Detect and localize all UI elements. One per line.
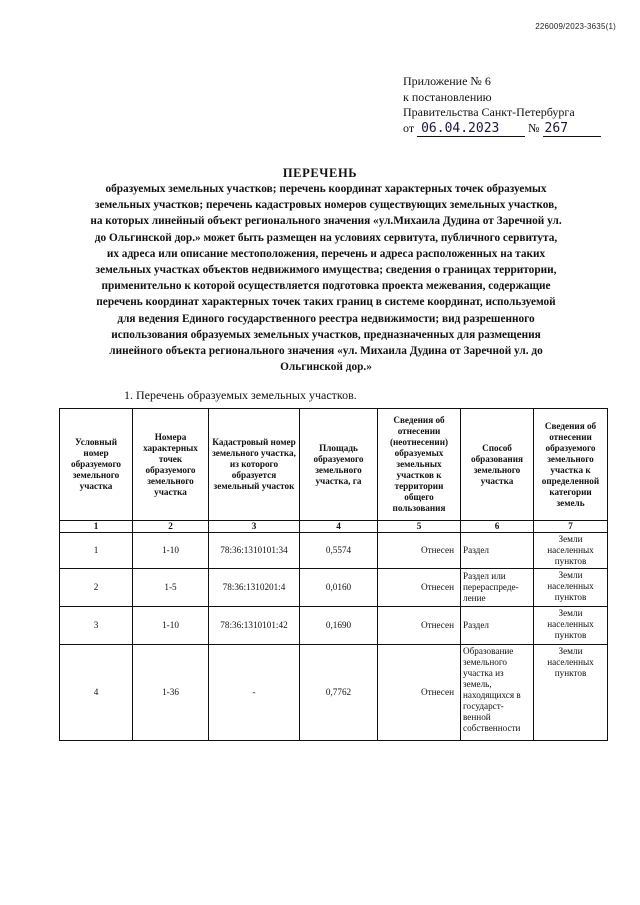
plot-area: 0,5574 bbox=[300, 533, 378, 569]
appendix-date-line bbox=[403, 121, 601, 138]
plot-points: 1-5 bbox=[133, 569, 209, 607]
column-number: 7 bbox=[534, 521, 608, 533]
document-subtitle: образуемых земельных участков; перечень координат характерных точек образуемых земельных участков; перечень кадастровых номеров существующих земельных участков, на которых линейный объект регионального значения «ул.Михаила Дудина от Заречной ул. до Ольгинской дор.» может быть размещен на условиях сервитута, публичного сервитута, их адреса или описание местоположения, перечень и адреса расположенных на таких земельных участках объектов недвижимого имущества; сведения о границах территории, применительно к которой осуществляется подготовка проекта межевания, содержащие перечень координат характерных точек таких границ в системе координат, используемой для ведения Единого государственного реестра недвижимости; вид разрешенного использования образуемых земельных участков, предназначенных для размещения линейного объекта регионального значения «ул. Михаила Дудина от Заречной ул. до Ольгинской дор.» bbox=[90, 183, 562, 374]
table-row bbox=[60, 645, 608, 741]
plot-id: 3 bbox=[60, 607, 133, 645]
plot-category: Земли населенных пунктов bbox=[534, 533, 608, 569]
resolution-number: 267 bbox=[543, 121, 601, 138]
column-number: 1 bbox=[60, 521, 133, 533]
plot-area: 0,7762 bbox=[300, 645, 378, 741]
plot-id: 4 bbox=[60, 645, 133, 741]
plot-method: Раздел или перераспреде-ление bbox=[461, 569, 534, 607]
header-cell: Сведения об отнесении (неотнесении) образуемых земельных участков к территории общего пользования bbox=[378, 409, 461, 521]
plot-cadastral: - bbox=[209, 645, 300, 741]
column-number-row bbox=[60, 521, 608, 533]
header-cell: Условный номер образуемого земельного участка bbox=[60, 409, 133, 521]
table-row bbox=[60, 533, 608, 569]
column-number: 5 bbox=[378, 521, 461, 533]
plot-category: Земли населенных пунктов bbox=[534, 645, 608, 741]
appendix-line-2: к постановлению bbox=[403, 89, 492, 104]
plot-category: Земли населенных пунктов bbox=[534, 569, 608, 607]
document-stamp: 226009/2023-3635(1) bbox=[535, 22, 616, 31]
plot-method: Образование земельного участка из земель, находящихся в государст-венной собственности bbox=[461, 645, 534, 741]
from-label: от bbox=[403, 120, 415, 135]
document-title: ПЕРЕЧЕНЬ bbox=[282, 166, 358, 180]
plot-points: 1-10 bbox=[133, 533, 209, 569]
column-number: 3 bbox=[209, 521, 300, 533]
plot-cadastral: 78:36:1310101:34 bbox=[209, 533, 300, 569]
plot-id: 1 bbox=[60, 533, 133, 569]
plot-cadastral: 78:36:1310201:4 bbox=[209, 569, 300, 607]
resolution-date: 06.04.2023 bbox=[417, 121, 525, 138]
appendix-line-1: Приложение № 6 bbox=[403, 74, 491, 88]
plot-cadastral: 78:36:1310101:42 bbox=[209, 607, 300, 645]
appendix-block bbox=[403, 74, 601, 137]
header-cell: Номера характерных точек образуемого земельного участка bbox=[133, 409, 209, 521]
header-cell: Площадь образуемого земельного участка, га bbox=[300, 409, 378, 521]
plot-points: 1-36 bbox=[133, 645, 209, 741]
column-number: 4 bbox=[300, 521, 378, 533]
column-number: 2 bbox=[133, 521, 209, 533]
column-number: 6 bbox=[461, 521, 534, 533]
land-plots-table bbox=[59, 408, 608, 741]
plot-area: 0,1690 bbox=[300, 607, 378, 645]
plot-area: 0,0160 bbox=[300, 569, 378, 607]
plot-status: Отнесен bbox=[378, 607, 461, 645]
table-row bbox=[60, 607, 608, 645]
plot-category: Земли населенных пунктов bbox=[534, 607, 608, 645]
header-cell: Сведения об отнесении образуемого земельного участка к определенной категории земель bbox=[534, 409, 608, 521]
plot-method: Раздел bbox=[461, 533, 534, 569]
header-row bbox=[60, 409, 608, 521]
number-label: № bbox=[528, 120, 540, 135]
table-row bbox=[60, 569, 608, 607]
plot-method: Раздел bbox=[461, 607, 534, 645]
appendix-line-3: Правительства Санкт-Петербурга bbox=[403, 105, 575, 119]
plot-status: Отнесен bbox=[378, 533, 461, 569]
header-cell: Кадастровый номер земельного участка, из которого образуется земельный участок bbox=[209, 409, 300, 521]
header-cell: Способ образования земельного участка bbox=[461, 409, 534, 521]
plot-status: Отнесен bbox=[378, 569, 461, 607]
plot-points: 1-10 bbox=[133, 607, 209, 645]
plot-id: 2 bbox=[60, 569, 133, 607]
plot-status: Отнесен bbox=[378, 645, 461, 741]
list-heading: 1. Перечень образуемых земельных участков. bbox=[124, 388, 357, 402]
